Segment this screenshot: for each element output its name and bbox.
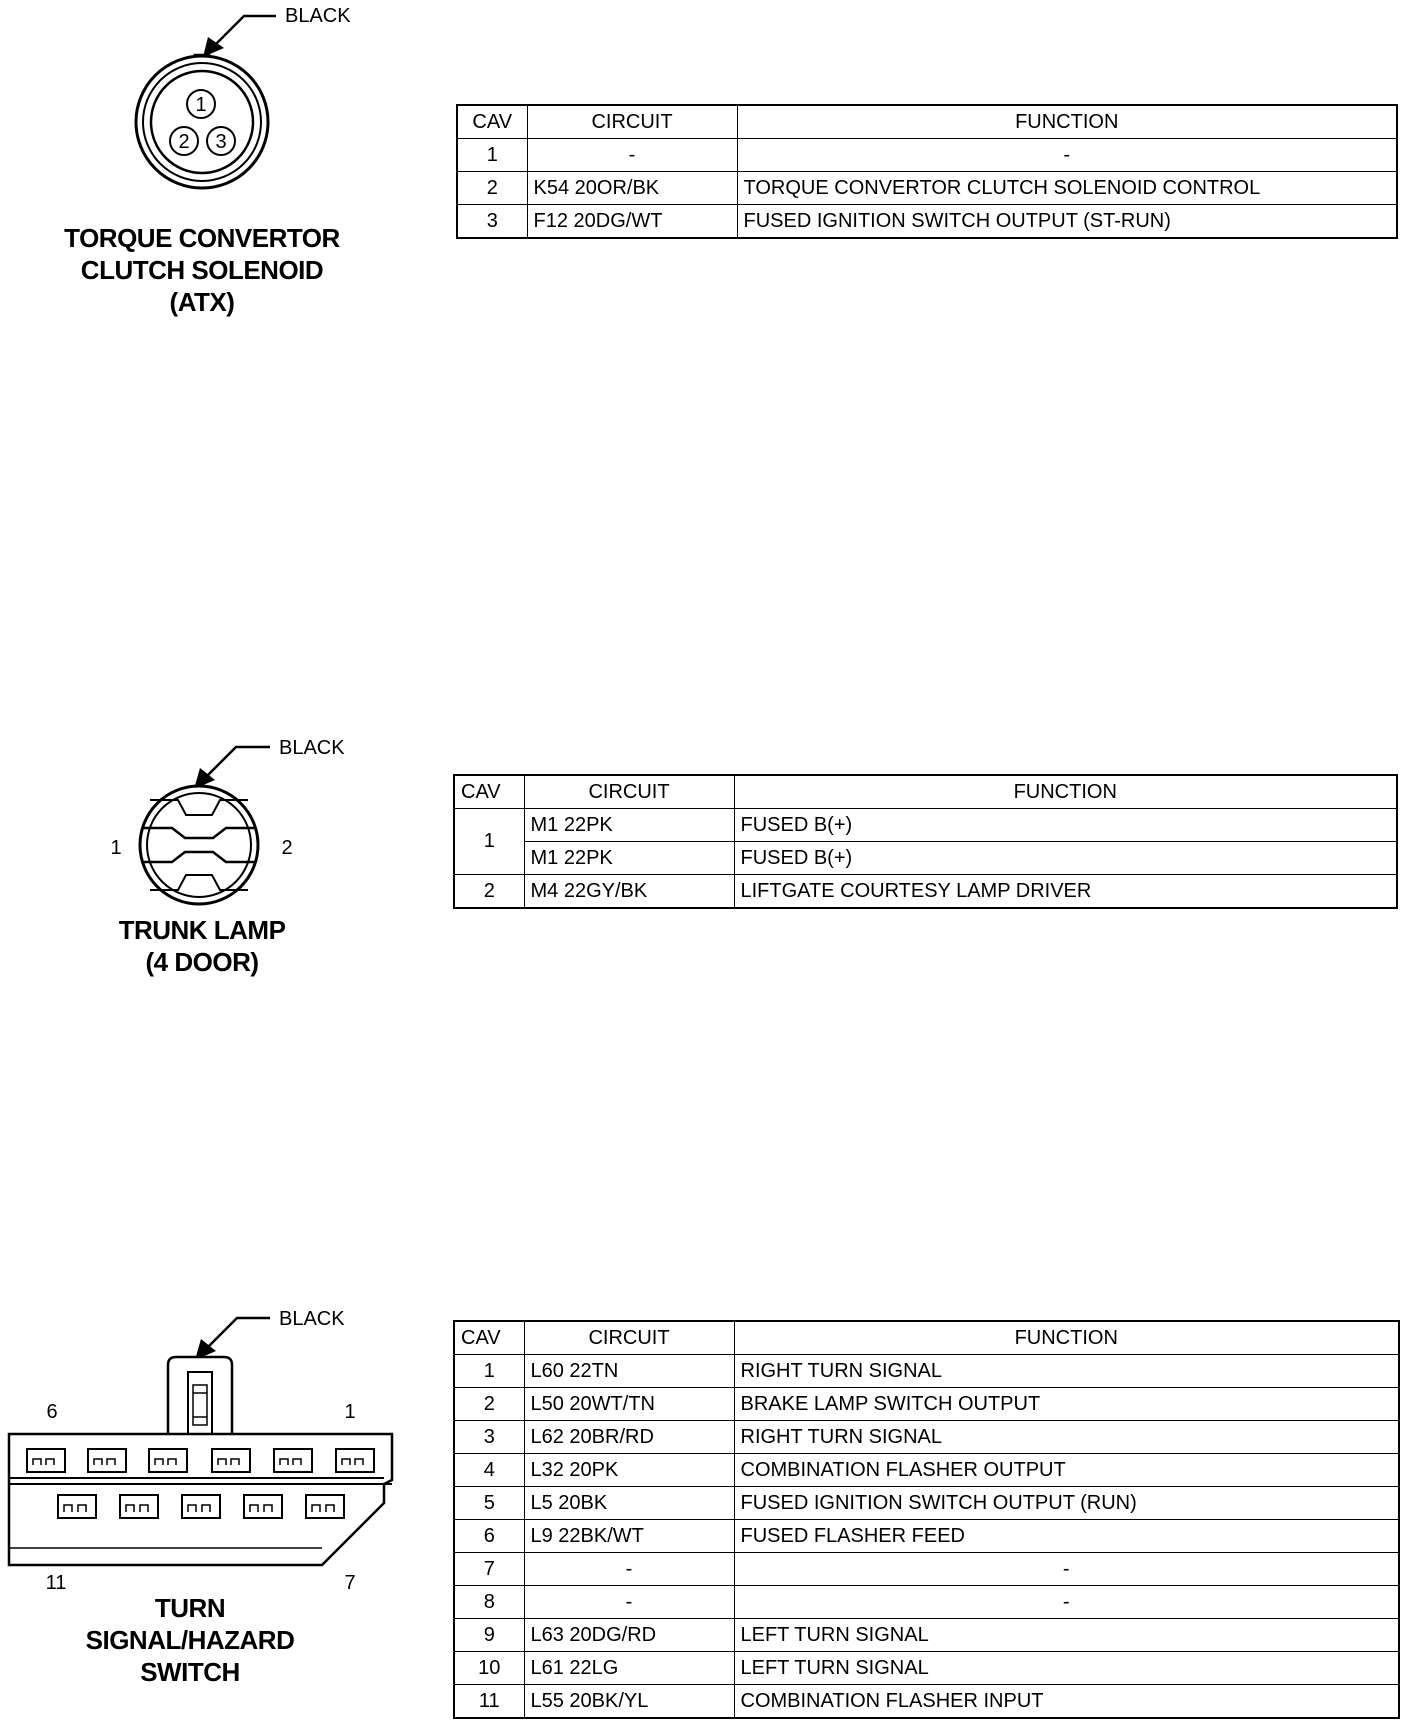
turn-signal-switch-connector-title: TURN SIGNAL/HAZARD SWITCH [85,1593,295,1687]
table-row: 1 M1 22PK FUSED B(+) [454,809,1397,842]
turn-pin-7: 7 [344,1572,356,1594]
table-row: 2 M4 22GY/BK LIFTGATE COURTESY LAMP DRIVER [454,875,1397,909]
header-function: FUNCTION [734,775,1397,809]
table-header-row [457,105,1397,139]
table-row: 7 - - [454,1553,1399,1586]
header-cav: CAV [457,105,527,139]
trunk-lamp-connector-title: TRUNK LAMP (4 DOOR) [118,915,286,977]
header-function: FUNCTION [734,1321,1399,1355]
table-row: 1 - - [457,139,1397,172]
table-row: 1 L60 22TN RIGHT TURN SIGNAL [454,1355,1399,1388]
table-row: 2 L50 20WT/TN BRAKE LAMP SWITCH OUTPUT [454,1388,1399,1421]
table-row: 10 L61 22LG LEFT TURN SIGNAL [454,1652,1399,1685]
table-header-row [454,1321,1399,1355]
table-row: 3 F12 20DG/WT FUSED IGNITION SWITCH OUTPUT (ST-RUN) [457,205,1397,239]
tcc-connector-title: TORQUE CONVERTOR CLUTCH SOLENOID (ATX) [64,223,340,317]
turn-color-label: BLACK [279,1308,345,1330]
table-header-row [454,775,1397,809]
turn-pin-11: 11 [45,1572,67,1594]
header-circuit: CIRCUIT [524,1321,734,1355]
tcc-cavity-table [456,104,1398,239]
table-row: 9 L63 20DG/RD LEFT TURN SIGNAL [454,1619,1399,1652]
table-row: 2 K54 20OR/BK TORQUE CONVERTOR CLUTCH SOLENOID CONTROL [457,172,1397,205]
table-row: 3 L62 20BR/RD RIGHT TURN SIGNAL [454,1421,1399,1454]
tcc-pin-2: 2 [178,131,190,153]
turn-signal-switch-cavity-table [453,1320,1400,1719]
turn-pin-1: 1 [344,1401,356,1423]
tcc-color-label: BLACK [285,5,351,27]
header-cav: CAV [454,1321,524,1355]
header-circuit: CIRCUIT [527,105,737,139]
tcc-pin-1: 1 [195,94,207,116]
header-circuit: CIRCUIT [524,775,734,809]
table-row: 4 L32 20PK COMBINATION FLASHER OUTPUT [454,1454,1399,1487]
table-row: 11 L55 20BK/YL COMBINATION FLASHER INPUT [454,1685,1399,1719]
trunk-color-label: BLACK [279,737,345,759]
header-cav: CAV [454,775,524,809]
header-function: FUNCTION [737,105,1397,139]
table-row: M1 22PK FUSED B(+) [454,842,1397,875]
tcc-pin-3: 3 [215,131,227,153]
turn-pin-6: 6 [46,1401,58,1423]
table-row: 8 - - [454,1586,1399,1619]
trunk-pin-1: 1 [110,837,122,859]
trunk-pin-2: 2 [281,837,293,859]
table-row: 5 L5 20BK FUSED IGNITION SWITCH OUTPUT (RUN) [454,1487,1399,1520]
trunk-lamp-cavity-table [453,774,1398,909]
table-row: 6 L9 22BK/WT FUSED FLASHER FEED [454,1520,1399,1553]
